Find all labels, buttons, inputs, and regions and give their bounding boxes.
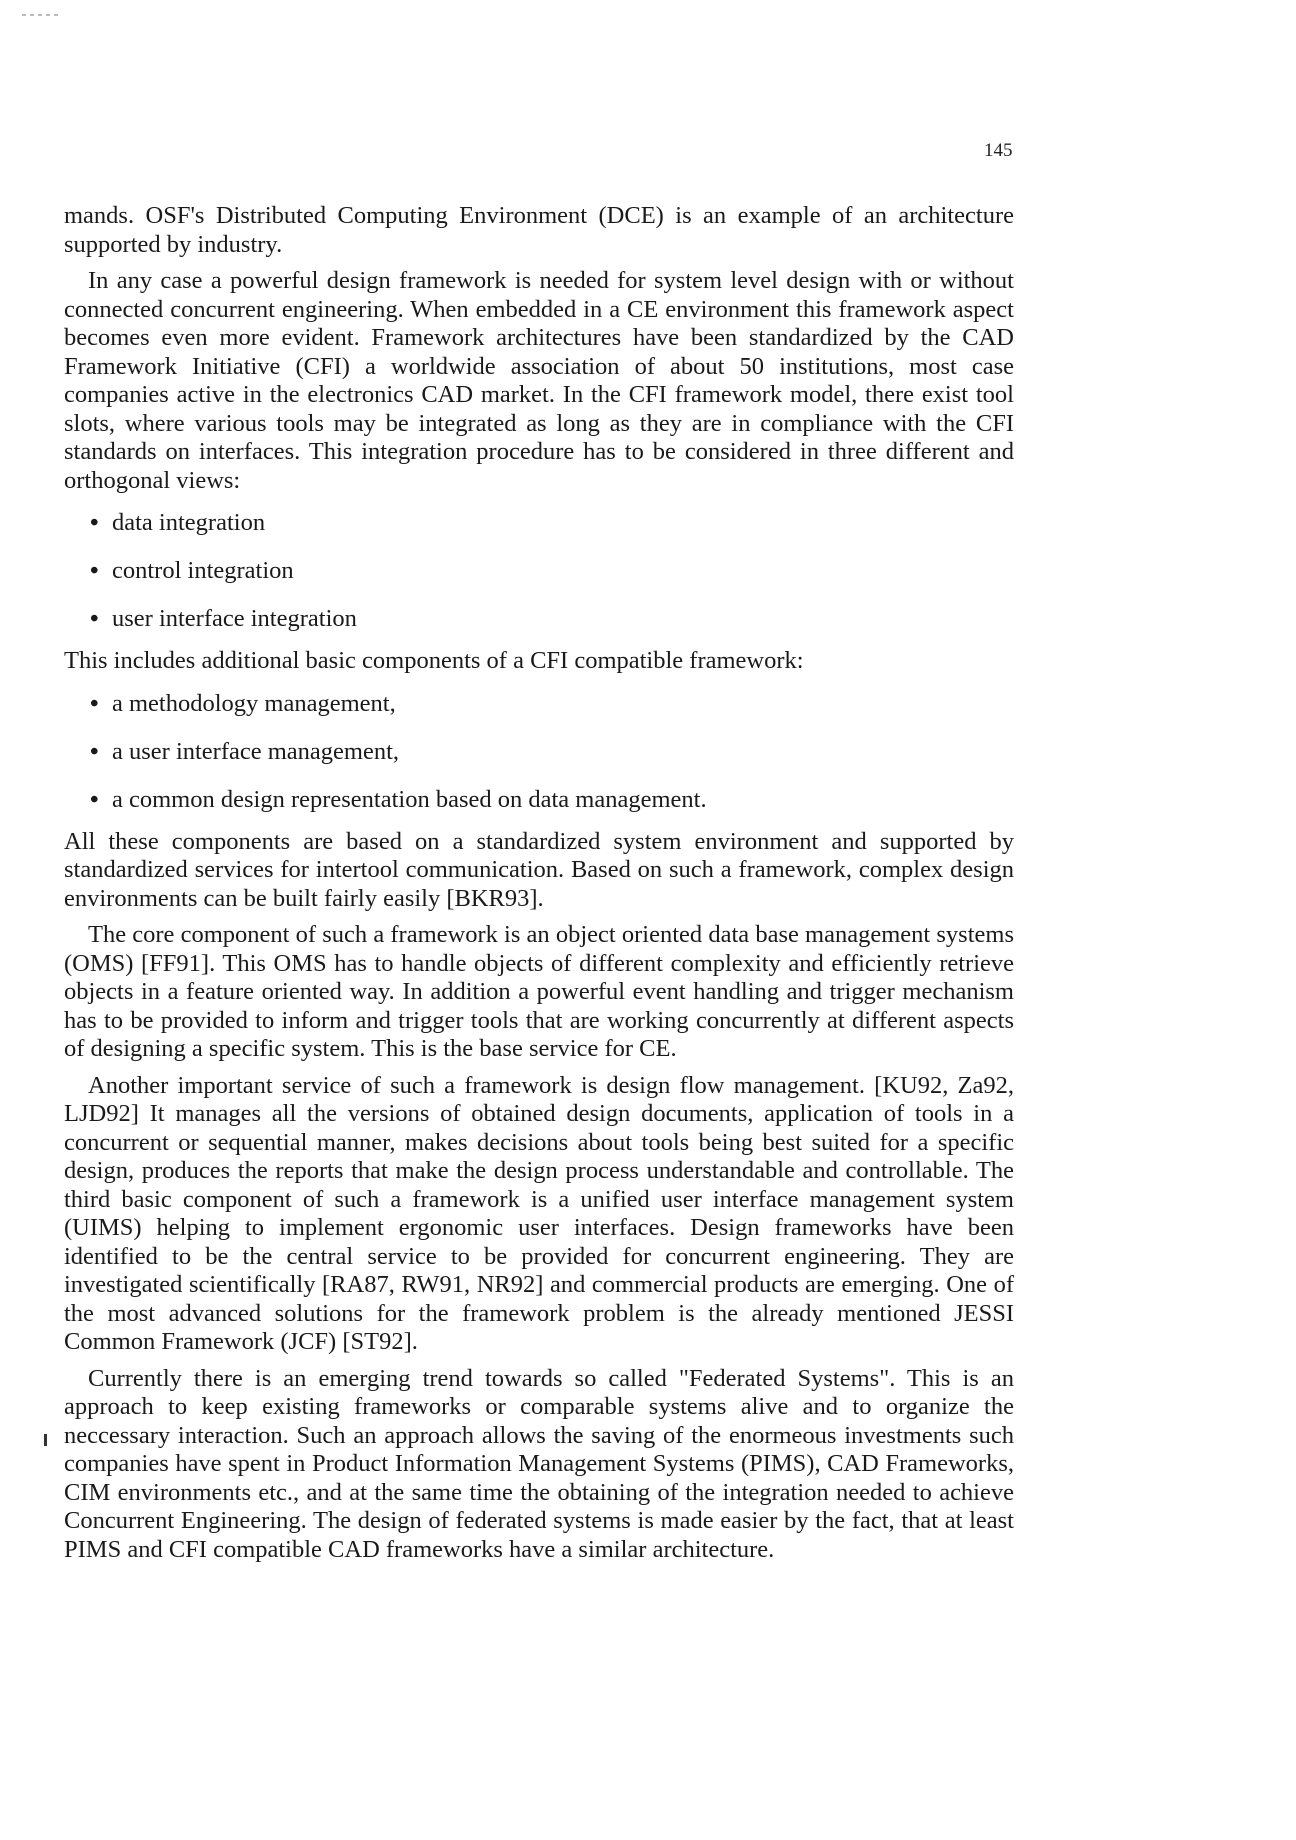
list-item xyxy=(90,557,1014,585)
page-body xyxy=(64,202,1014,1572)
list-item xyxy=(90,509,1014,537)
margin-mark xyxy=(44,1434,47,1446)
components-list xyxy=(64,690,1014,814)
page-number: 145 xyxy=(984,140,1013,161)
bullet-icon: • xyxy=(90,509,99,536)
bullet-icon: • xyxy=(90,785,99,813)
paragraph-cfi: In any case a powerful design framework is needed for system level design with or without connected concurrent engineering. When embedded in a CE environment this framework aspect becomes even more evident. Framework architectures have been standardized by the CAD Framework Initiative (CFI) a worldwide association of about 50 institutions, most case companies active in the electronics CAD market. In the CFI framework model, there exist tool slots, where various tools may be integrated as long as they are in compliance with the CFI standards on interfaces. This integration procedure has to be considered in three different and orthogonal views: xyxy=(64,267,1014,494)
paragraph-oms: The core component of such a framework is an object oriented data base management systems (OMS) [FF91]. This OMS has to handle objects of different complexity and efficiently retrieve objects in a feature oriented way. In addition a powerful event handling and trigger mechanism has to be provided to inform and trigger tools that are working concurrently at different aspects of designing a specific system. This is the base service for CE. xyxy=(64,921,1014,1062)
list-item-text: a methodology management, xyxy=(112,689,396,717)
list-item-text: a user interface management, xyxy=(112,737,400,765)
paragraph-standardized-services: All these components are based on a standardized system environment and supported by standardized services for intertool communication. Based on such a framework, complex design environments can be built fairly easily [BKR93]. xyxy=(64,827,1014,912)
paragraph-design-flow: Another important service of such a framework is design flow management. [KU92, Za92, LJD92] It manages all the versions of obtained design documents, application of tools in a concurrent or sequential manner, makes decisions about tools being best suited for a specific design, produces the reports that make the design process understandable and controllable. The third basic component of such a framework is a unified user interface management system (UIMS) helping to implement ergonomic user interfaces. Design frameworks have been identified to be the central service to be provided for concurrent engineering. They are investigated scientifically [RA87, RW91, NR92] and commercial products are emerging. One of the most advanced solutions for the framework problem is the already mentioned JESSI Common Framework (JCF) [ST92]. xyxy=(64,1071,1014,1355)
list-item-text: data integration xyxy=(112,509,266,536)
list-item xyxy=(90,738,1014,766)
paragraph-dce: mands. OSF's Distributed Computing Environment (DCE) is an example of an architecture supported by industry. xyxy=(64,202,1014,258)
bullet-icon: • xyxy=(90,605,99,632)
list-item-text: a common design representation based on data management. xyxy=(112,785,707,813)
list-item xyxy=(90,690,1014,718)
list-item xyxy=(90,786,1014,814)
integration-views-list xyxy=(64,509,1014,633)
list-item-text: control integration xyxy=(112,557,294,584)
paragraph-federated-systems: Currently there is an emerging trend towards so called "Federated Systems". This is an approach to keep existing frameworks or comparable systems alive and to organize the neccessary interaction. Such an approach allows the saving of the enormeous investments such companies have spent in Product Information Management Systems (PIMS), CAD Frameworks, CIM environments etc., and at the same time the obtaining of the integration needed to achieve Concurrent Engineering. The design of federated systems is made easier by the fact, that at least PIMS and CFI compatible CAD frameworks have a similar architecture. xyxy=(64,1364,1014,1563)
scan-artifact xyxy=(22,14,58,16)
paragraph-components-intro: This includes additional basic components of a CFI compatible framework: xyxy=(64,647,804,674)
bullet-icon: • xyxy=(90,557,99,584)
bullet-icon: • xyxy=(90,737,99,765)
list-item xyxy=(90,605,1014,633)
bullet-icon: • xyxy=(90,689,99,717)
list-item-text: user interface integration xyxy=(112,605,357,632)
